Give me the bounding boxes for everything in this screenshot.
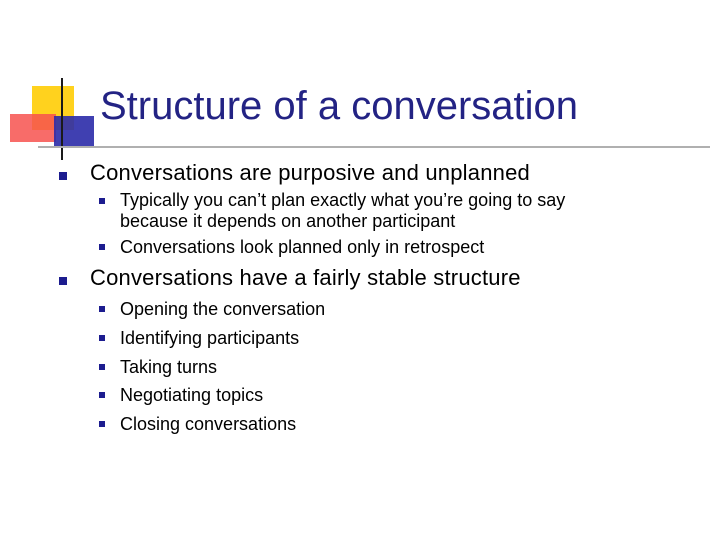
sub-point-2-3: Taking turns [120, 357, 218, 377]
square-bullet-icon [99, 335, 105, 341]
bullet-point-1: Conversations are purposive and unplanned [90, 160, 530, 185]
title-underline [38, 146, 710, 148]
square-bullet-icon [99, 392, 105, 398]
square-bullet-icon [59, 172, 67, 180]
sub-point-2-1: Opening the conversation [120, 299, 326, 319]
square-bullet-icon [99, 306, 105, 312]
square-bullet-icon [99, 421, 105, 427]
sub-point-2-2: Identifying participants [120, 328, 300, 348]
square-bullet-icon [59, 277, 67, 285]
sub-point-2-5: Closing conversations [120, 414, 297, 434]
decorative-blue-square [54, 116, 94, 146]
sub-point-1-2: Conversations look planned only in retrospect [120, 237, 485, 257]
bullet-point-2: Conversations have a fairly stable structure [90, 265, 521, 290]
sub-point-1-1-continued: because it depends on another participant [120, 211, 456, 231]
sub-point-2-4: Negotiating topics [120, 385, 264, 405]
square-bullet-icon [99, 364, 105, 370]
sub-point-1-1: Typically you can’t plan exactly what you’re going to say [120, 190, 566, 210]
square-bullet-icon [99, 198, 105, 204]
slide-title: Structure of a conversation [100, 84, 579, 128]
square-bullet-icon [99, 244, 105, 250]
decorative-red-square [10, 114, 56, 142]
